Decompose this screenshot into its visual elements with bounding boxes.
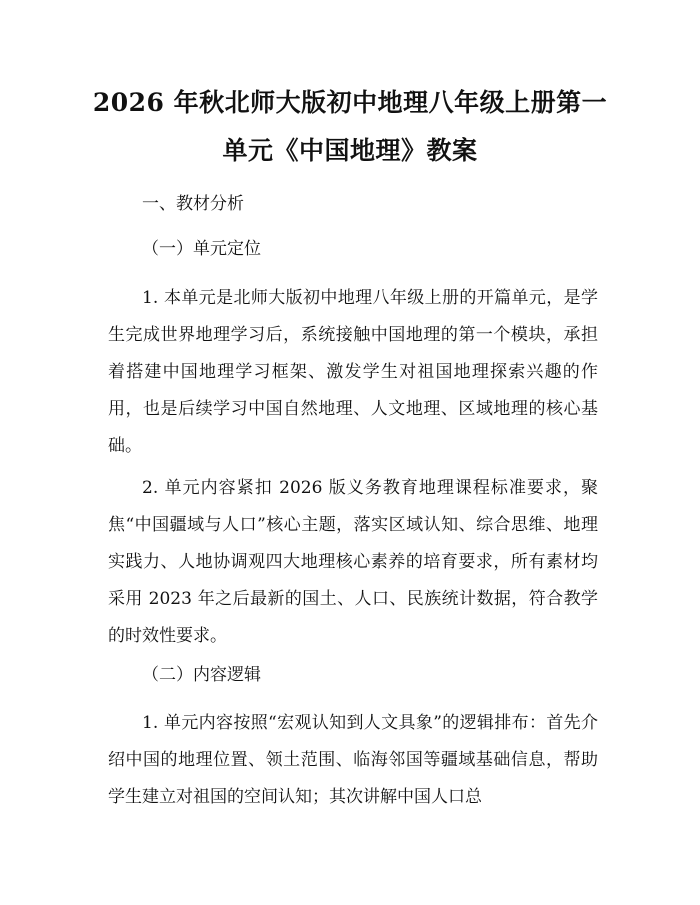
document-title-line-2: 单元《中国地理》教案	[222, 136, 478, 165]
paragraph-unit-positioning-1: 1. 本单元是北师大版初中地理八年级上册的开篇单元，是学生完成世界地理学习后，系统接触中国地理的第一个模块，承担着搭建中国地理学习框架、激发学生对祖国地理探索兴趣的作用，也是后续学习中国自然地理、人文地理、区域地理的核心基础。	[108, 288, 598, 456]
subsection-heading-unit-positioning: （一）单元定位	[142, 239, 261, 259]
paragraph-content-logic-1: 1. 单元内容按照“宏观认知到人文具象”的逻辑排布：首先介绍中国的地理位置、领土范围、临海邻国等疆域基础信息，帮助学生建立对祖国的空间认知；其次讲解中国人口总	[108, 713, 598, 807]
document-title-line-1: 2026 年秋北师大版初中地理八年级上册第一	[92, 88, 608, 117]
section-heading-textbook-analysis: 一、教材分析	[142, 194, 244, 214]
paragraph-unit-positioning-2: 2. 单元内容紧扣 2026 版义务教育地理课程标准要求，聚焦“中国疆域与人口”核心主题，落实区域认知、综合思维、地理实践力、人地协调观四大地理核心素养的培育要求，所有素材均采用 2023 年之后最新的国土、人口、民族统计数据，符合教学的时效性要求。	[108, 478, 598, 646]
subsection-heading-content-logic: （二）内容逻辑	[142, 665, 261, 685]
